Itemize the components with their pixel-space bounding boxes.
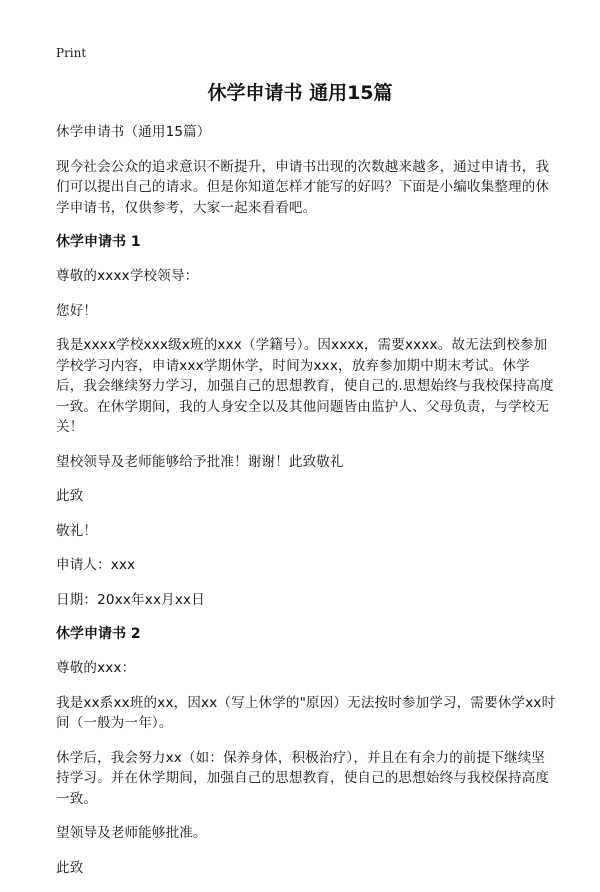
body-paragraph-1: 我是xxxx学校xxx级x班的xxx（学籍号）。因xxxx，需要xxxx。故无法到校参加学校学习内容，申请xxx学期休学，时间为xxx，放弃参加期中期末考试。休学后，我会继续努力学习，加强自己的思想教育，使自己的.思想始终与我校保持高度一致。在休学期间，我的人身安全以及其他问题皆由监护人、父母负责，与学校无关！ <box>56 337 554 435</box>
date-1: 日期：20xx年xx月xx日 <box>56 591 205 608</box>
salutation-2: 尊敬的xxx： <box>56 660 136 676</box>
section-heading-1: 休学申请书 1 <box>56 234 141 250</box>
applicant-1: 申请人：xxx <box>56 557 136 573</box>
closing-1b: 敬礼！ <box>56 522 98 539</box>
closing-2a: 此致 <box>56 859 84 876</box>
salutation-1: 尊敬的xxxx学校领导： <box>56 268 199 284</box>
request-2: 望领导及老师能够批准。 <box>56 825 207 841</box>
document-subtitle: 休学申请书（通用15篇） <box>56 124 211 140</box>
document-body <box>56 122 556 892</box>
greeting-1: 您好！ <box>56 302 98 319</box>
print-label: Print <box>56 46 87 60</box>
section-heading-2: 休学申请书 2 <box>56 626 141 642</box>
body-paragraph-2a: 我是xx系xx班的xx，因xx（写上休学的"原因）无法按时参加学习，需要休学xx时间（一般为一年）。 <box>56 694 556 731</box>
request-1: 望校领导及老师能够给予批准！谢谢！此致敬礼 <box>56 453 344 470</box>
closing-1a: 此致 <box>56 488 84 504</box>
page-title: 休学申请书 通用15篇 <box>207 82 393 104</box>
body-paragraph-2b: 休学后，我会努力xx（如：保养身体，积极治疗），并且在有余力的前提下继续坚持学习。并在休学期间，加强自己的思想教育，使自己的思想始终与我校保持高度一致。 <box>56 749 550 807</box>
intro-paragraph: 现今社会公众的追求意识不断提升，申请书出现的次数越来越多，通过申请书，我们可以提出自己的请求。但是你知道怎样才能写的好吗？下面是小编收集整理的休学申请书，仅供参考，大家一起来看看吧。 <box>56 158 550 216</box>
